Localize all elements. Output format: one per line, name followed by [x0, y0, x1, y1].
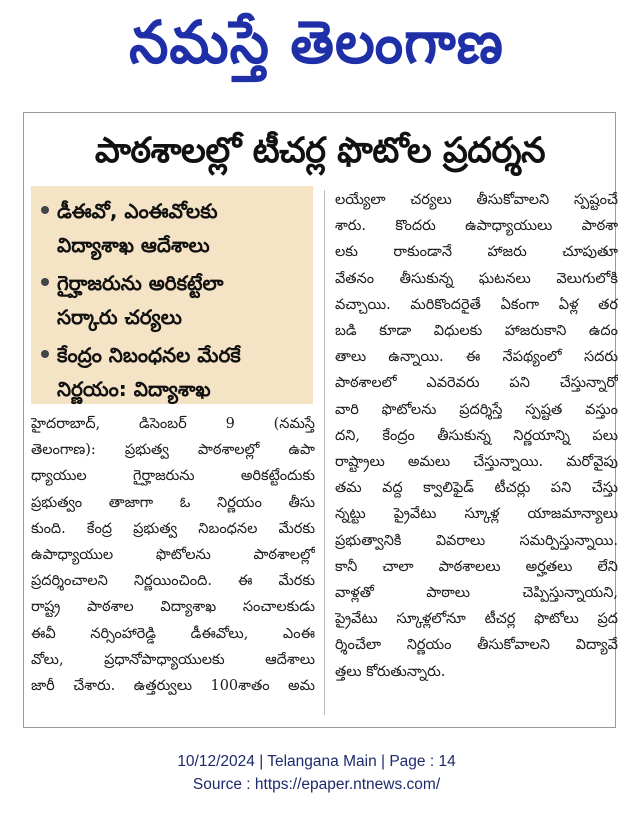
article-headline: పాఠశాలల్లో టీచర్ల ఫొటోల ప్రదర్శన	[94, 131, 546, 171]
highlight-line: డీఈవో, ఎంఈవోలకు	[57, 199, 218, 223]
body-line: పాఠశాలలో ఎవరెవరు పని చేస్తున్నారో	[335, 375, 618, 392]
body-line: రాష్ట్రాలు అమలు చేస్తున్నాయి. మరోవైపు	[335, 454, 618, 471]
body-line: లయ్యేలా చర్యలు తీసుకోవాలని స్పష్టంచే	[335, 192, 618, 208]
article-body-left-column	[31, 411, 315, 699]
body-line: ప్రభుత్వానికి వివరాలు సమర్పిస్తున్నాయి.	[335, 532, 618, 549]
body-line: ధ్యాయుల గైర్హాజరును అరికట్టేందుకు	[31, 468, 315, 485]
highlight-item	[41, 266, 307, 334]
bullet-dot-icon	[41, 278, 49, 286]
body-line: వారి ఫొటోలను ప్రదర్శిస్తే స్పష్టత వస్తుం	[335, 401, 618, 418]
body-line: లకు రాకుండానే హాజరు చూపుతూ	[335, 244, 618, 261]
highlight-item	[41, 338, 307, 406]
column-divider	[324, 190, 325, 715]
highlight-line: విద్యాశాఖ ఆదేశాలు	[57, 233, 210, 257]
body-line: కుంది. కేంద్ర ప్రభుత్వ నిబంధనల మేరకు	[31, 520, 315, 537]
body-line: ఈవీ నర్సింహారెడ్డి డీఈవోలు, ఎంఈ	[31, 625, 315, 642]
body-line: న్నట్టు ప్రైవేటు స్కూళ్ల యాజమాన్యాలు	[335, 506, 618, 523]
body-line: వేతనం తీసుకున్న ఘటనలు వెలుగులోకి	[335, 270, 618, 287]
bullet-dot-icon	[41, 206, 49, 214]
body-line: రాష్ట్ర పాఠశాల విద్యాశాఖ సంచాలకుడు	[31, 599, 315, 616]
body-line: హైదరాబాద్, డిసెంబర్ 9 (నమస్తే	[31, 416, 315, 432]
footer-source-line: Source : https://epaper.ntnews.com/	[192, 776, 441, 793]
highlight-line: నిర్ణయం: విద్యాశాఖ	[57, 377, 211, 401]
highlights-box	[31, 186, 313, 404]
body-line: కానీ చాలా పాఠశాలలు అర్హతలు లేని	[335, 558, 618, 575]
body-line: ప్రదర్శించాలని నిర్ణయించింది. ఈ మేరకు	[31, 573, 315, 590]
body-line: ఉపాధ్యాయుల ఫొటోలను పాఠశాలల్లో	[31, 547, 315, 564]
body-line: శారు. కొందరు ఉపాధ్యాయులు పాఠశా	[335, 218, 618, 235]
body-line: తెలంగాణ): ప్రభుత్వ పాఠశాలల్లో ఉపా	[31, 442, 315, 459]
masthead-logo-text: నమస్తే తెలంగాణ	[129, 8, 504, 77]
body-line: త్తలు కోరుతున్నారు.	[335, 663, 446, 680]
body-line: ప్రైవేటు స్కూళ్లలోనూ టీచర్ల ఫొటోలు ప్రద	[335, 611, 618, 628]
body-line: వచ్చాయి. మరికొందరైతే ఏకంగా ఏళ్ల తర	[335, 296, 618, 313]
bullet-dot-icon	[41, 350, 49, 358]
highlight-line: కేంద్రం నిబంధనల మేరకే	[57, 343, 241, 367]
body-line: బడి కూడా విధులకు హాజరుకాని ఉదం	[335, 323, 618, 340]
body-line: ర్శించేలా నిర్ణయం తీసుకోవాలని విద్యావే	[335, 637, 618, 654]
article-body-right-column	[335, 187, 618, 685]
body-line: జారీ చేశారు. ఉత్తర్వులు 100శాతం అమ	[31, 678, 315, 695]
footer-edition-line: 10/12/2024 | Telangana Main | Page : 14	[177, 753, 456, 770]
body-line: తాలు ఉన్నాయి. ఈ నేపథ్యంలో సదరు	[335, 349, 618, 366]
highlight-line: గైర్హాజరును అరికట్టేలా	[57, 271, 224, 295]
highlight-item	[41, 194, 307, 262]
highlight-line: సర్కారు చర్యలు	[57, 305, 182, 329]
body-line: దని, కేంద్రం తీసుకున్న నిర్ణయాన్ని పలు	[335, 427, 618, 444]
body-line: ప్రభుత్వం తాజాగా ఓ నిర్ణయం తీసు	[31, 494, 315, 511]
body-line: వాళ్లతో పాఠాలు చెప్పిస్తున్నాయని,	[335, 585, 618, 602]
body-line: వోలు, ప్రధానోపాధ్యాయులకు ఆదేశాలు	[31, 651, 315, 668]
body-line: తమ వద్ద క్వాలిఫైడ్ టీచర్లు పని చేస్తు	[335, 480, 618, 497]
newspaper-masthead	[0, 0, 633, 100]
